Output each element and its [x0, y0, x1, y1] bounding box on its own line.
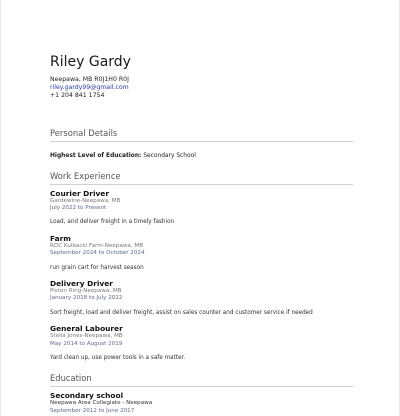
job-title: Farm	[50, 233, 71, 243]
work-experience-section	[50, 171, 353, 363]
education-entry	[50, 391, 353, 415]
school-dates: September 2012 to June 2017	[50, 407, 135, 414]
job-dates: January 2018 to July 2022	[50, 295, 123, 302]
job-entry	[50, 324, 353, 362]
school-name: Neepawa Area Collegiate - Neepawa	[50, 400, 153, 407]
job-description: Yard clean up, use power tools in a safe matter.	[50, 355, 186, 362]
candidate-name: Riley Gardy	[50, 54, 131, 70]
job-description: run grain cart for harvest season	[50, 264, 144, 271]
job-company: RDC Kulbacki Farm-Neepawa, MB	[50, 242, 144, 249]
email-link[interactable]: riley.gardy99@gmail.com	[50, 84, 129, 92]
section-heading-education: Education	[50, 373, 353, 387]
job-entry	[50, 189, 353, 227]
job-company: Gardewine-Neepawa, MB	[50, 197, 121, 204]
education-section	[50, 373, 353, 415]
job-company: Piston Ring-Neepawa, MB	[50, 288, 122, 295]
address: Neepawa, MB R0J1H0 R0J	[50, 76, 129, 83]
job-title: General Labourer	[50, 324, 123, 334]
job-title: Courier Driver	[50, 188, 109, 198]
education-level-value: Secondary School	[143, 152, 196, 159]
job-company: Stella Jones-Neepawa, MB	[50, 333, 123, 340]
education-level-label: Highest Level of Education:	[50, 152, 142, 159]
personal-details-section	[50, 128, 353, 160]
job-description: Load, and deliver freight in a timely fashion	[50, 219, 175, 226]
resume-content	[50, 54, 353, 415]
job-dates: May 2014 to August 2019	[50, 340, 123, 347]
section-heading-work: Work Experience	[50, 171, 353, 185]
job-entry	[50, 279, 353, 317]
job-title: Delivery Driver	[50, 279, 113, 289]
school-title: Secondary school	[50, 391, 124, 401]
education-level-detail	[50, 152, 353, 160]
job-entry	[50, 234, 353, 272]
job-description: Sort freight, load and deliver freight, assist on sales counter and customer service if needed	[50, 309, 313, 316]
phone-number: +1 204 841 1754	[50, 92, 105, 100]
section-heading-personal: Personal Details	[50, 128, 353, 142]
job-dates: July 2022 to Present	[50, 205, 107, 212]
job-dates: September 2024 to October 2024	[50, 250, 145, 257]
